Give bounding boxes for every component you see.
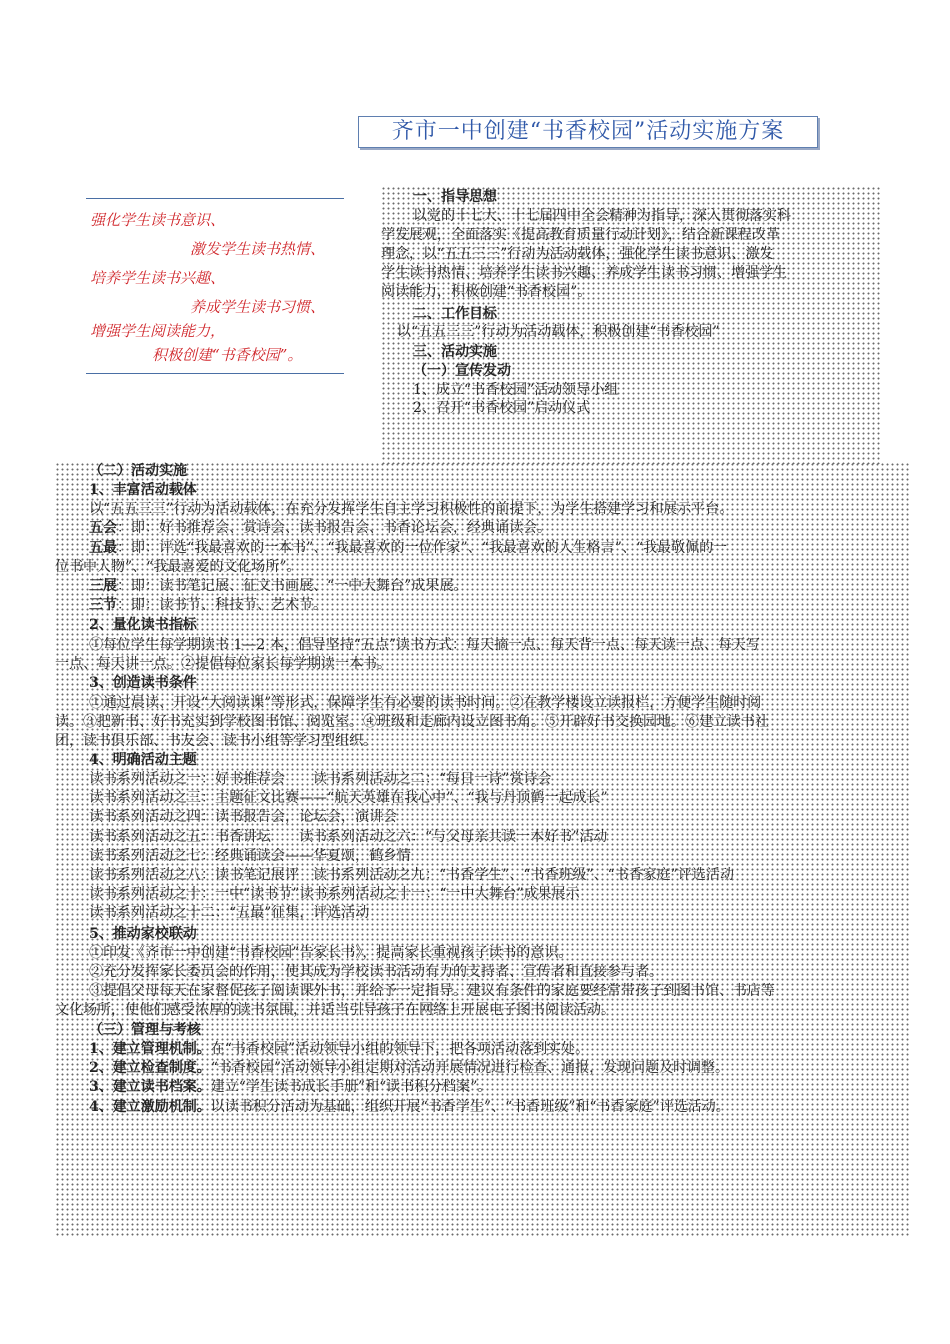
line-text: 建立“学生读书成长手册”和“读书积分档案”。 bbox=[210, 1079, 492, 1095]
text-line: 读。③把新书、好书充实到学校图书馆、阅览室。④班级和走廊内设立图书角。⑤开辟好书交换园地。⑥建立读书社 bbox=[55, 714, 769, 730]
line-text: 在“书香校园”活动领导小组的领导下，把各项活动落到实处。 bbox=[210, 1041, 590, 1057]
section-heading: （三）管理与考核 bbox=[89, 1022, 201, 1038]
line-keyword: 3、建立读书档案。 bbox=[89, 1079, 211, 1095]
section-heading: 一、指导思想 bbox=[413, 189, 497, 205]
text-line: 1、成立“书香校园”活动领导小组 bbox=[413, 382, 619, 398]
text-line: 文化场所，使他们感受浓厚的读书氛围，并适当引导孩子在网络上开展电子图书阅读活动。 bbox=[55, 1002, 615, 1018]
line-keyword: 1、建立管理机制。 bbox=[89, 1041, 211, 1057]
section-heading: 2、量化读书指标 bbox=[89, 617, 197, 633]
text-line: 一点、每天讲一点。②提倡每位家长每学期读一本书。 bbox=[55, 656, 391, 672]
line-keyword: 五会 bbox=[89, 520, 117, 536]
text-line: ①通过晨读、开设“大阅读课”等形式，保障学生有必要的读书时间。②在教学楼设立读报栏，方便学生随时阅 bbox=[89, 695, 762, 711]
section-heading: 4、明确活动主题 bbox=[89, 752, 197, 768]
text-line bbox=[89, 1078, 491, 1096]
text-line: 理念，以“五五三三”行动为活动载体，强化学生读书意识、激发 bbox=[381, 246, 774, 262]
slogan-line: 激发学生读书热情、 bbox=[190, 240, 326, 258]
text-line: 读书系列活动之七：经典诵读会——华夏颂，鹤乡情 bbox=[89, 848, 411, 864]
text-line bbox=[89, 596, 327, 614]
section-heading: 二、工作目标 bbox=[413, 306, 497, 322]
slogan-box bbox=[86, 198, 344, 374]
line-text: ：即：读书笔记展、征文书画展、“一中大舞台”成果展。 bbox=[117, 578, 468, 594]
section-heading: （一）宣传发动 bbox=[413, 363, 511, 379]
text-line: ②充分发挥家长委员会的作用，使其成为学校读书活动有力的支持者、宣传者和直接参与者。 bbox=[89, 964, 663, 980]
guiding-section bbox=[381, 186, 880, 464]
line-keyword: 五最 bbox=[89, 540, 117, 556]
slogan-line: 积极创建“书香校园”。 bbox=[152, 346, 303, 364]
text-line: 以“五五三三”行动为活动载体，在充分发挥学生自主学习积极性的前提下，为学生搭建学习和展示平台。 bbox=[89, 501, 734, 517]
slogan-line: 养成学生读书习惯、 bbox=[190, 298, 326, 316]
section-heading: （二）活动实施 bbox=[89, 463, 187, 479]
line-keyword: 4、建立激励机制。 bbox=[89, 1099, 211, 1115]
section-heading: 三、活动实施 bbox=[413, 344, 497, 360]
text-line: 2、召开“书香校园”启动仪式 bbox=[413, 400, 591, 416]
text-line: 读书系列活动之一：好书推荐会 读书系列活动之二：“每日一诗”赏诗会 bbox=[89, 771, 552, 787]
text-line bbox=[89, 539, 727, 557]
text-line bbox=[89, 577, 467, 595]
text-line: ①印发《齐市一中创建“书香校园”告家长书》，提高家长重视孩子读书的意识。 bbox=[89, 945, 573, 961]
text-line: 读书系列活动之五：书香讲坛 读书系列活动之六：“与父母亲共读一本好书”活动 bbox=[89, 829, 608, 845]
slogan-line: 增强学生阅读能力， bbox=[90, 322, 226, 340]
text-line: 读书系列活动之三：主题征文比赛——“航天英雄在我心中”、“我与丹顶鹤一起成长” bbox=[89, 790, 608, 806]
text-line: 阅读能力，积极创建“书香校园”。 bbox=[381, 284, 592, 300]
text-line: 以“五五三三”行动为活动载体，积极创建“书香校园” bbox=[397, 324, 720, 340]
text-line: 读书系列活动之四：读书报告会，论坛会，演讲会 bbox=[89, 809, 397, 825]
line-keyword: 三节 bbox=[89, 597, 117, 613]
text-line: 读书系列活动之八：读书笔记展评 读书系列活动之九：“书香学生”、“书香班级”、“书香家庭”评选活动 bbox=[89, 867, 734, 883]
text-line: 读书系列活动之十：一中“读书节”读书系列活动之十一：“一中大舞台”成果展示 bbox=[89, 886, 580, 902]
text-line bbox=[89, 519, 551, 537]
slogan-line: 强化学生读书意识、 bbox=[90, 211, 226, 229]
section-heading: 1、丰富活动载体 bbox=[89, 482, 197, 498]
line-text: “书香校园”活动领导小组定期对活动开展情况进行检查、通报，发现问题及时调整。 bbox=[210, 1060, 730, 1076]
text-line bbox=[89, 1098, 730, 1116]
document-title: 齐市一中创建“书香校园”活动实施方案 bbox=[358, 116, 818, 148]
slogan-line: 培养学生读书兴趣、 bbox=[90, 269, 226, 287]
text-line: 学发展观，全面落实《提高教育质量行动计划》，结合新课程改革 bbox=[381, 227, 780, 243]
line-keyword: 2、建立检查制度。 bbox=[89, 1060, 211, 1076]
text-line: ③提倡父母每天在家督促孩子阅读课外书，并给予一定指导。建议有条件的家庭要经常带孩子到图书馆、书店等 bbox=[89, 983, 775, 999]
text-line: 学生读书热情、培养学生读书兴趣、养成学生读书习惯、增强学生 bbox=[381, 265, 787, 281]
text-line: 读书系列活动之十二：“五最”征集，评选活动 bbox=[89, 905, 370, 921]
text-line: ①每位学生每学期读书 1—2 本，倡导坚持“五点”读书方式：每天摘一点、每天背一点、每天读一点、每天写 bbox=[89, 637, 761, 653]
text-line bbox=[89, 1040, 589, 1058]
text-line bbox=[89, 1059, 729, 1077]
text-line: 团，读书俱乐部、书友会、读书小组等学习型组织。 bbox=[55, 733, 377, 749]
line-keyword: 三展 bbox=[89, 578, 117, 594]
line-text: ：即：好书推荐会、赏诗会、读书报告会、书香论坛会，经典诵读会。 bbox=[117, 520, 551, 536]
section-heading: 5、推动家校联动 bbox=[89, 926, 197, 942]
line-text: 以读书积分活动为基础，组织开展“书香学生”、“书香班级”和“书香家庭”评选活动。 bbox=[210, 1099, 730, 1115]
implementation-section bbox=[55, 462, 910, 1238]
section-heading: 3、创造读书条件 bbox=[89, 675, 197, 691]
line-text: ：即：读书节、科技节、艺术节。 bbox=[117, 597, 327, 613]
text-line: 位书中人物”、“我最喜爱的文化场所”。 bbox=[55, 559, 301, 575]
text-line: 以党的十七大、十七届四中全会精神为指导，深入贯彻落实科 bbox=[413, 208, 791, 224]
line-text: ：即：评选“我最喜欢的一本书”、“我最喜欢的一位作家”、“我最喜欢的人生格言”、“我最敬佩的一 bbox=[117, 540, 728, 556]
